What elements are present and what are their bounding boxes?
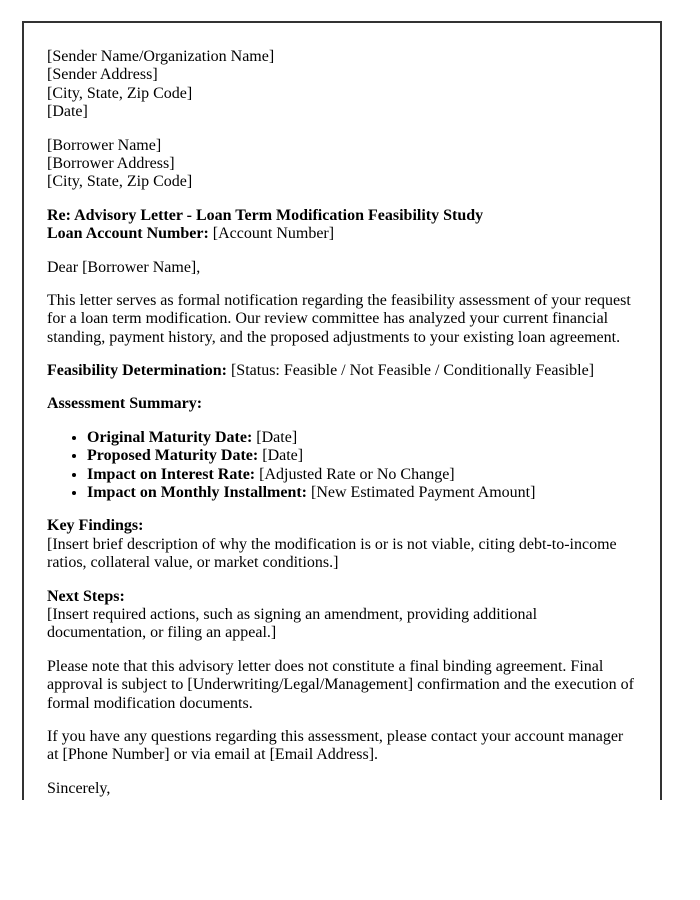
key-findings-body: [Insert brief description of why the modification is or is not viable, citing debt-to-income ratios, collateral value, or market conditions.]: [47, 535, 617, 572]
next-steps-body: [Insert required actions, such as signing an amendment, providing additional documentation, or filing an appeal.]: [47, 605, 538, 642]
list-item: [87, 429, 637, 447]
summary-item-label: Impact on Interest Rate:: [87, 465, 256, 483]
salutation: Dear [Borrower Name],: [47, 258, 201, 276]
subject-block: [47, 207, 637, 244]
summary-list: [47, 429, 637, 503]
summary-item-label: Original Maturity Date:: [87, 428, 253, 446]
letter-container: [22, 21, 662, 800]
key-findings-block: [47, 517, 637, 572]
borrower-address: [Borrower Address]: [47, 154, 175, 172]
intro-paragraph: This letter serves as formal notification regarding the feasibility assessment of your request for a loan term modification. Our review committee has analyzed your current financial standing, payment history, and the proposed adjustments to your existing loan agreement.: [47, 291, 631, 346]
sender-address: [Sender Address]: [47, 66, 158, 84]
summary-heading: [47, 395, 637, 413]
closing: Sincerely,: [47, 779, 111, 797]
contact-paragraph: If you have any questions regarding this assessment, please contact your account manager at [Phone Number] or via email at [Email Address].: [47, 727, 624, 764]
subject-line: Re: Advisory Letter - Loan Term Modification Feasibility Study: [47, 206, 484, 224]
borrower-name: [Borrower Name]: [47, 136, 162, 154]
letter-date: [Date]: [47, 103, 88, 121]
summary-item-value: [Date]: [262, 447, 304, 465]
account-number-value: [Account Number]: [212, 225, 335, 243]
next-steps-block: [47, 588, 637, 643]
sender-city-state-zip: [City, State, Zip Code]: [47, 84, 193, 102]
key-findings-heading: Key Findings:: [47, 517, 144, 535]
summary-item-label: Impact on Monthly Installment:: [87, 484, 308, 502]
summary-item-value: [Adjusted Rate or No Change]: [259, 465, 455, 483]
list-item: [87, 484, 637, 502]
summary-item-value: [Date]: [256, 428, 298, 446]
borrower-block: [47, 137, 637, 192]
next-steps-heading: Next Steps:: [47, 587, 125, 605]
summary-item-value: [New Estimated Payment Amount]: [311, 484, 536, 502]
disclaimer-paragraph: Please note that this advisory letter does not constitute a final binding agreement. Final approval is subject to [Underwriting/Legal/Management] confirmation and the execution of formal modification documents.: [47, 657, 634, 712]
summary-item-label: Proposed Maturity Date:: [87, 447, 259, 465]
borrower-city-state-zip: [City, State, Zip Code]: [47, 173, 193, 191]
determination-value: [Status: Feasible / Not Feasible / Conditionally Feasible]: [230, 362, 595, 380]
sender-name: [Sender Name/Organization Name]: [47, 48, 275, 65]
list-item: [87, 466, 637, 484]
summary-heading-text: Assessment Summary:: [47, 395, 203, 413]
sender-block: [47, 48, 637, 122]
account-number-label: Loan Account Number:: [47, 225, 209, 243]
list-item: [87, 447, 637, 465]
determination-label: Feasibility Determination:: [47, 362, 227, 380]
determination-line: [47, 362, 637, 380]
